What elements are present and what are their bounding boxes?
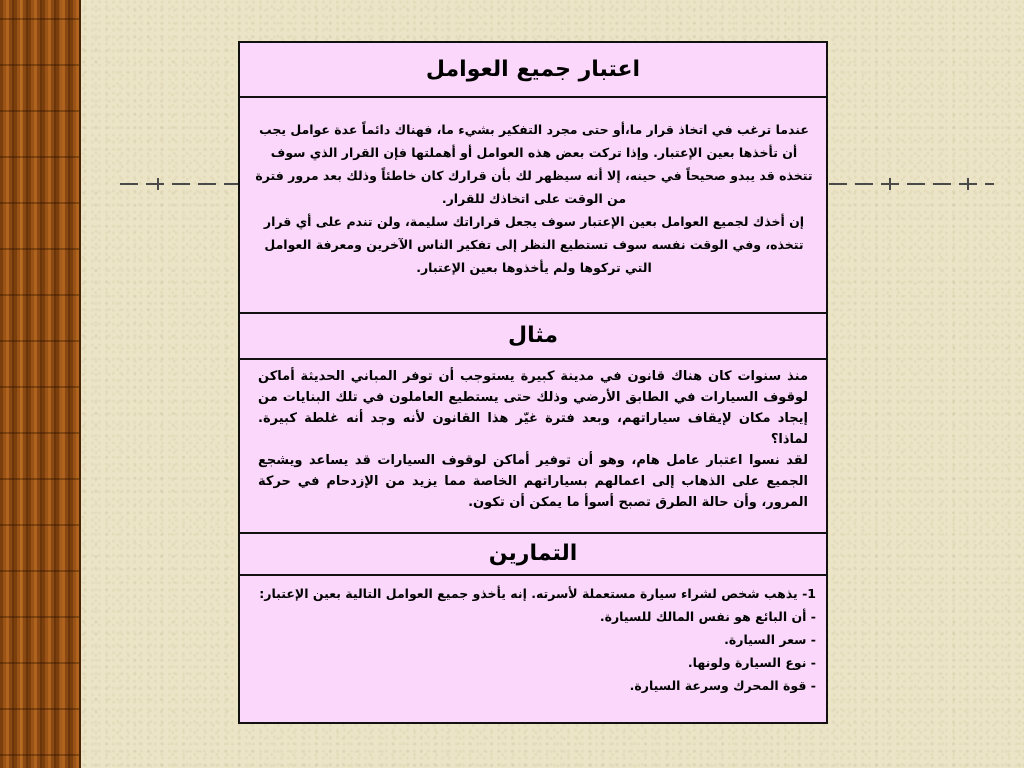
content-panel: [238, 41, 828, 724]
intro-section: [240, 98, 826, 314]
decorative-cross-icon: [884, 178, 896, 190]
title-section: [240, 43, 826, 98]
exercise-item: - سعر السيارة.: [724, 632, 816, 647]
exercise-item: - أن البائع هو نفس المالك للسيارة.: [599, 609, 816, 624]
exercise-question: 1- يذهب شخص لشراء سيارة مستعملة لأسرته. إنه يأخذو جميع العوامل التالية بعين الإعتبار:: [259, 586, 816, 601]
decorative-cross-icon: [152, 178, 164, 190]
example-paragraph: لقد نسوا اعتبار عامل هام، وهو أن توفير أماكن لوقوف السيارات قد يساعد ويشجع الجميع على الذهاب إلى اعمالهم بسياراتهم الخاصة مما يزيد من الإزدحام في حركة المرور، وأن حالة الطرق تصبح أسوأ ما يمكن أن تكون.: [258, 453, 808, 510]
example-paragraph: منذ سنوات كان هناك قانون في مدينة كبيرة يستوجب أن توفر المباني الحديثة أماكن لوقوف السيارات في الطابق الأرضي وذلك حتى يستطيع العاملون في تلك البنايات من إيجاد مكان لإيقاف سياراتهم، وبعد فترة غيّر هذا القانون لأنه وجد أنه غلطة كبيرة. لماذا؟: [258, 369, 808, 447]
exercise-item: - نوع السيارة ولونها.: [687, 655, 816, 670]
wood-side-strip: [0, 0, 81, 768]
decorative-cross-icon: [962, 178, 974, 190]
exercise-item: - قوة المحرك وسرعة السيارة.: [629, 678, 816, 693]
exercises-heading-section: [240, 534, 826, 576]
exercises-section: [240, 576, 826, 722]
example-heading-section: [240, 314, 826, 360]
example-section: [240, 360, 826, 534]
exercises-title: التمارين: [488, 541, 578, 566]
intro-paragraph: عندما ترغب في اتخاذ قرار ما،أو حتى مجرد التفكير بشيء ما، فهناك دائماً عدة عوامل يجب أن تأخذها بعين الإعتبار. وإذا تركت بعض هذه العوامل أو أهملتها فإن القرار الذي سوف تتخذه قد يبدو صحيحاً في حينه، إلا أنه سيظهر لك بأن قرارك كان خاطئاً وذلك بعد مرور فترة من الوقت على اتخاذك للقرار.: [255, 122, 813, 206]
page-title: اعتبار جميع العوامل: [425, 57, 641, 82]
example-title: مثال: [508, 323, 558, 348]
intro-paragraph: إن أخذك لجميع العوامل بعين الإعتبار سوف يجعل قراراتك سليمة، ولن تندم على أي قرار تتخذه، وفي الوقت نفسه سوف تستطيع النظر إلى تفكير الناس الآخرين ومعرفة العوامل التي تركوها ولم يأخذوها بعين الإعتبار.: [263, 214, 805, 275]
decorative-dashed-line-left: [120, 183, 238, 185]
